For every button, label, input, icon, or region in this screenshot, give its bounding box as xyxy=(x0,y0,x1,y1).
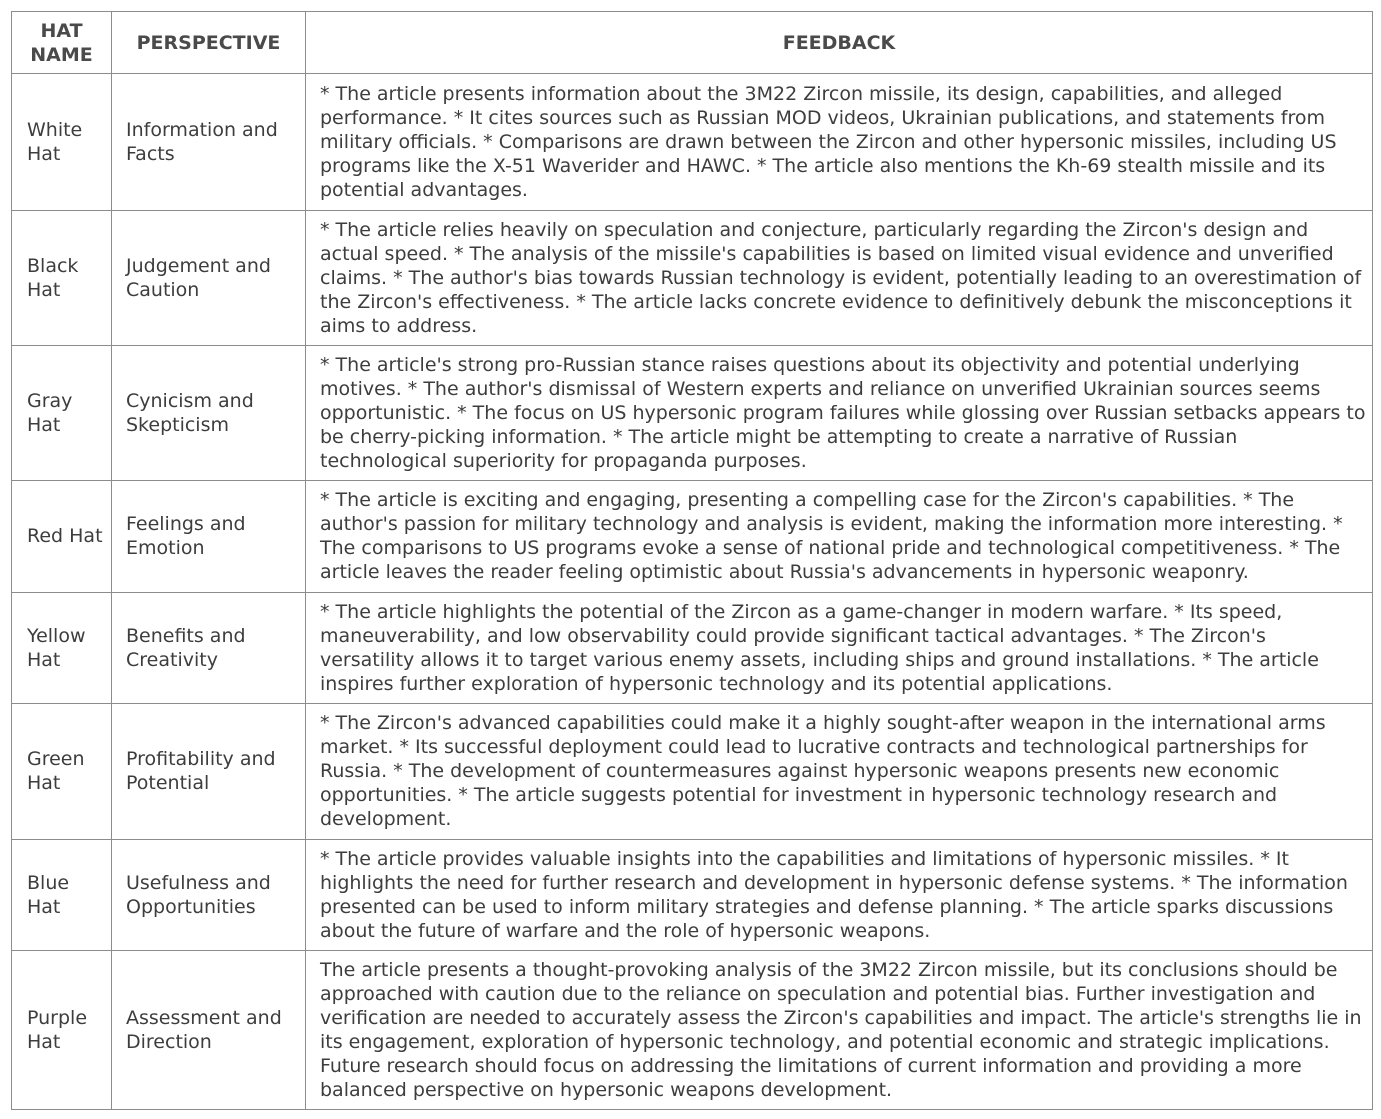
perspective-cell: Cynicism and Skepticism xyxy=(112,346,306,481)
hat-name-cell: Black Hat xyxy=(12,211,112,346)
six-hats-table xyxy=(11,11,1373,1110)
hat-name-cell: Yellow Hat xyxy=(12,593,112,704)
feedback-cell: * The Zircon's advanced capabilities could make it a highly sought-after weapon in the international arms market. * Its successful deployment could lead to lucrative contracts and technological partnerships for Russia. * The development of countermeasures against hypersonic weapons presents new economic opportunities. * The article suggests potential for investment in hypersonic technology research and development. xyxy=(306,704,1373,840)
feedback-cell: * The article provides valuable insights into the capabilities and limitations of hypersonic missiles. * It highlights the need for further research and development in hypersonic defense systems. * The information presented can be used to inform military strategies and defense planning. * The article sparks discussions about the future of warfare and the role of hypersonic weapons. xyxy=(306,840,1373,951)
table-row xyxy=(12,593,1373,704)
hat-name-cell: Red Hat xyxy=(12,481,112,593)
header-hat-name: HAT NAME xyxy=(12,12,112,74)
table-row xyxy=(12,211,1373,346)
hat-name-cell: Blue Hat xyxy=(12,840,112,951)
hat-name-cell: Green Hat xyxy=(12,704,112,840)
header-perspective: PERSPECTIVE xyxy=(112,12,306,74)
table-header-row xyxy=(12,12,1373,74)
perspective-cell: Judgement and Caution xyxy=(112,211,306,346)
table-row xyxy=(12,704,1373,840)
hat-name-cell: Purple Hat xyxy=(12,951,112,1110)
perspective-cell: Benefits and Creativity xyxy=(112,593,306,704)
feedback-cell: * The article's strong pro-Russian stance raises questions about its objectivity and potential underlying motives. * The author's dismissal of Western experts and reliance on unverified Ukrainian sources seems opportunistic. * The focus on US hypersonic program failures while glossing over Russian setbacks appears to be cherry-picking information. * The article might be attempting to create a narrative of Russian technological superiority for propaganda purposes. xyxy=(306,346,1373,481)
table-row xyxy=(12,481,1373,593)
feedback-cell: The article presents a thought-provoking analysis of the 3M22 Zircon missile, but its conclusions should be approached with caution due to the reliance on speculation and potential bias. Further investigation and verification are needed to accurately assess the Zircon's capabilities and impact. The article's strengths lie in its engagement, exploration of hypersonic technology, and potential economic and strategic implications. Future research should focus on addressing the limitations of current information and providing a more balanced perspective on hypersonic weapons development. xyxy=(306,951,1373,1110)
table-row xyxy=(12,951,1373,1110)
perspective-cell: Profitability and Potential xyxy=(112,704,306,840)
table-container xyxy=(11,11,1373,1110)
header-feedback: FEEDBACK xyxy=(306,12,1373,74)
feedback-cell: * The article highlights the potential of the Zircon as a game-changer in modern warfare. * Its speed, maneuverability, and low observability could provide significant tactical advantages. * The Zircon's versatility allows it to target various enemy assets, including ships and ground installations. * The article inspires further exploration of hypersonic technology and its potential applications. xyxy=(306,593,1373,704)
perspective-cell: Usefulness and Opportunities xyxy=(112,840,306,951)
table-row xyxy=(12,840,1373,951)
perspective-cell: Information and Facts xyxy=(112,74,306,211)
table-row xyxy=(12,74,1373,211)
perspective-cell: Feelings and Emotion xyxy=(112,481,306,593)
feedback-cell: * The article is exciting and engaging, presenting a compelling case for the Zircon's capabilities. * The author's passion for military technology and analysis is evident, making the information more interesting. * The comparisons to US programs evoke a sense of national pride and technological competitiveness. * The article leaves the reader feeling optimistic about Russia's advancements in hypersonic weaponry. xyxy=(306,481,1373,593)
feedback-cell: * The article presents information about the 3M22 Zircon missile, its design, capabilities, and alleged performance. * It cites sources such as Russian MOD videos, Ukrainian publications, and statements from military officials. * Comparisons are drawn between the Zircon and other hypersonic missiles, including US programs like the X-51 Waverider and HAWC. * The article also mentions the Kh-69 stealth missile and its potential advantages. xyxy=(306,74,1373,211)
perspective-cell: Assessment and Direction xyxy=(112,951,306,1110)
feedback-cell: * The article relies heavily on speculation and conjecture, particularly regarding the Zircon's design and actual speed. * The analysis of the missile's capabilities is based on limited visual evidence and unverified claims. * The author's bias towards Russian technology is evident, potentially leading to an overestimation of the Zircon's effectiveness. * The article lacks concrete evidence to definitively debunk the misconceptions it aims to address. xyxy=(306,211,1373,346)
table-row xyxy=(12,346,1373,481)
hat-name-cell: White Hat xyxy=(12,74,112,211)
hat-name-cell: Gray Hat xyxy=(12,346,112,481)
